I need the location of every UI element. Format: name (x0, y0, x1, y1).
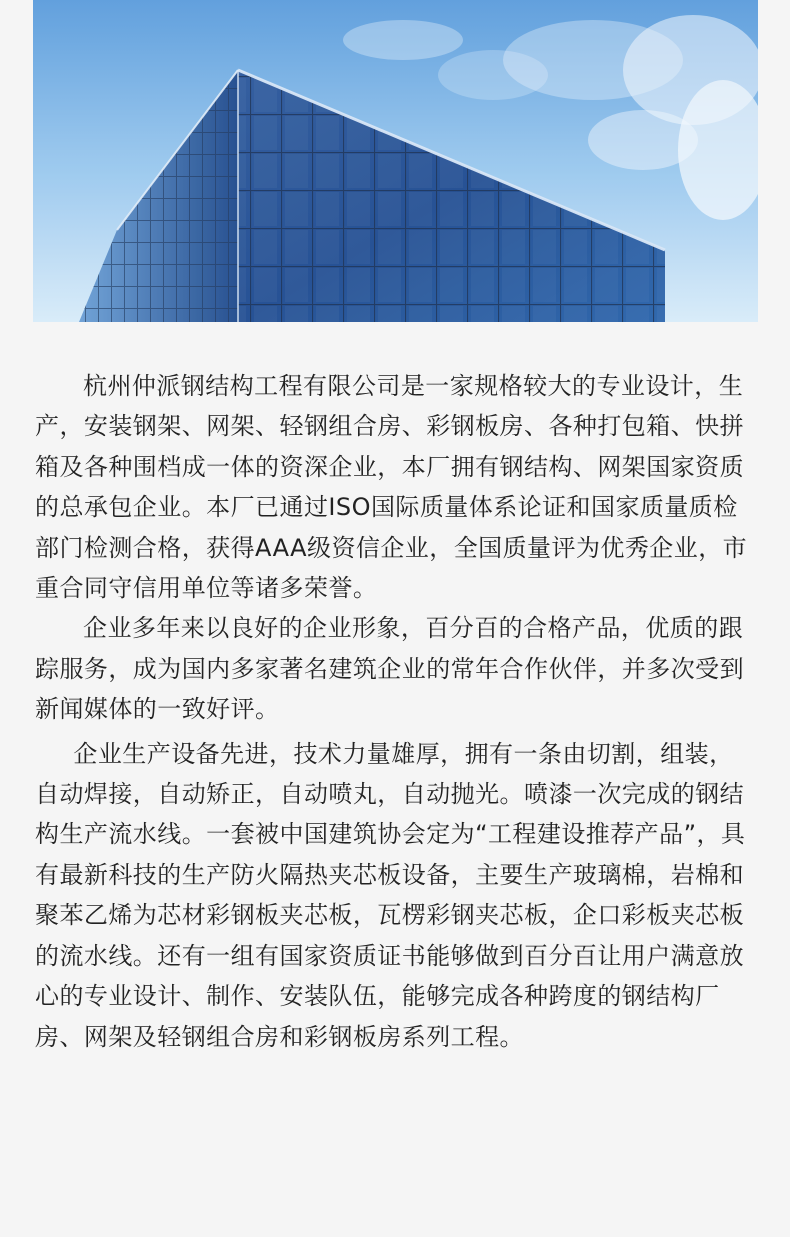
reputation-paragraph: 企业多年来以良好的企业形象，百分百的合格产品，优质的跟踪服务，成为国内多家著名建筑企业的常年合作伙伴，并多次受到新闻媒体的一致好评。 (35, 614, 745, 724)
hero-building-photo (33, 0, 758, 322)
company-description (35, 366, 755, 1057)
intro-paragraph: 杭州仲派钢结构工程有限公司是一家规格较大的专业设计，生产，安装钢架、网架、轻钢组合房、彩钢板房、各种打包箱、快拼箱及各种围档成一体的资深企业，本厂拥有钢结构、网架国家资质的总承包企业。本厂已通过ISO国际质量体系论证和国家质量质检部门检测合格，获得AAA级资信企业，全国质量评为优秀企业，市重合同守信用单位等诸多荣誉。 (35, 372, 748, 603)
production-paragraph: 企业生产设备先进，技术力量雄厚，拥有一条由切割，组装，自动焊接，自动矫正，自动喷丸，自动抛光。喷漆一次完成的钢结构生产流水线。一套被中国建筑协会定为“工程建设推荐产品”，具有最新科技的生产防火隔热夹芯板设备，主要生产玻璃棉，岩棉和聚苯乙烯为芯材彩钢板夹芯板，瓦楞彩钢夹芯板，企口彩板夹芯板的流水线。还有一组有国家资质证书能够做到百分百让用户满意放心的专业设计、制作、安装队伍，能够完成各种跨度的钢结构厂房、网架及轻钢组合房和彩钢板房系列工程。 (35, 739, 746, 1051)
